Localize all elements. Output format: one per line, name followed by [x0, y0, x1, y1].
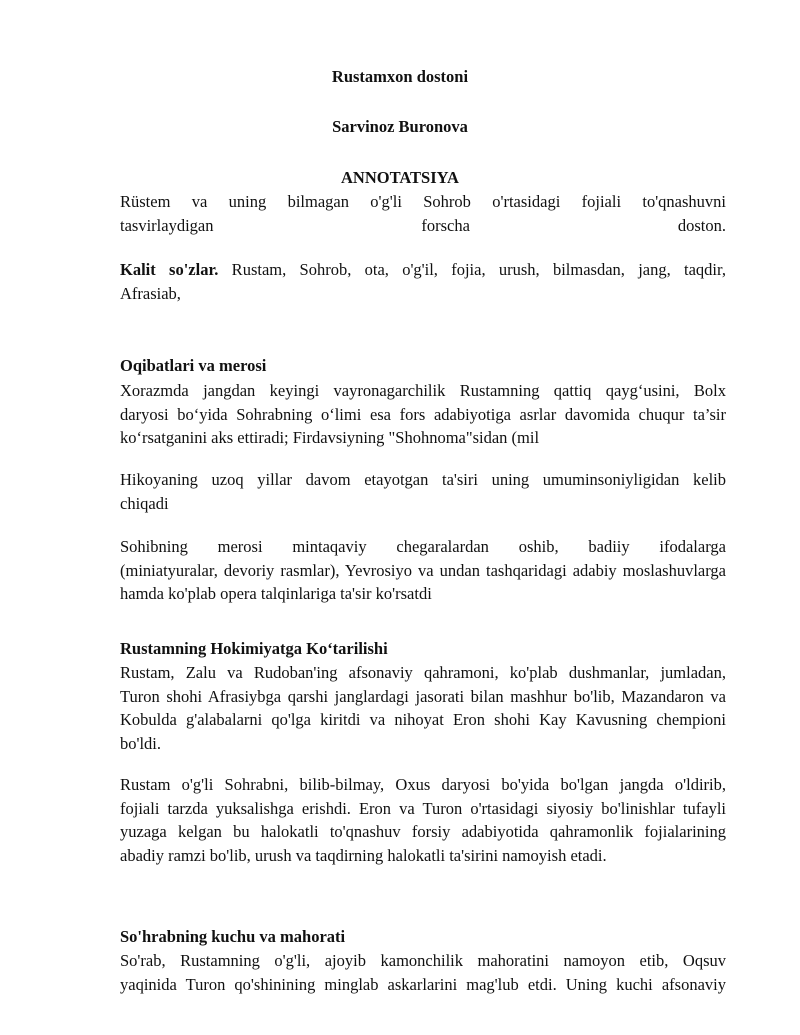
keywords-label: Kalit so'zlar. [120, 260, 219, 279]
paragraph-line: So'rab, Rustamning o'g'li, ajoyib kamonchilik mahoratini namoyon etib, Oqsuv [120, 951, 726, 970]
author-name: Sarvinoz Buronova [332, 117, 468, 136]
section-paragraph [74, 773, 726, 867]
paragraph-line: yaqinida Turon qo'shinining minglab askarlarini mag'lub etdi. Uning kuchi afsonaviy [120, 974, 726, 994]
paragraph-line: fojiali tarzda yuksalishga erishdi. Eron va Turon o'rtasidagi siyosiy bo'linishlar tufayli [120, 798, 726, 818]
paragraph-line: chiqadi [120, 493, 169, 513]
section-paragraph [74, 379, 726, 450]
section-paragraph [74, 468, 726, 515]
paragraph-line: Hikoyaning uzoq yillar davom etayotgan ta'siri uning umuminsoniyligidan kelib [120, 470, 726, 489]
paragraph-line: abadiy ramzi bo'lib, urush va taqdirning halokatli ta'sirini namoyish etadi. [120, 845, 607, 865]
keywords-paragraph [74, 258, 726, 305]
section-paragraph [74, 949, 726, 996]
paragraph-line: yuzaga kelgan bu halokatli to'qnashuv forsiy adabiyotida qahramonlik fojialarining [120, 822, 726, 841]
annotation-heading: ANNOTATSIYA [341, 168, 459, 187]
section-paragraph [74, 535, 726, 606]
section-heading: So'hrabning kuchu va mahorati [120, 927, 346, 946]
section-paragraph [74, 661, 726, 755]
paragraph-line: tasvirlaydigan forscha doston. [120, 215, 726, 235]
section-heading: Oqibatlari va merosi [120, 356, 267, 375]
annotation-paragraph [74, 190, 726, 237]
paragraph-line: Rüstem va uning bilmagan o'g'li Sohrob o'rtasidagi fojiali to'qnashuvni [120, 192, 726, 211]
paragraph-line: Rustam, Zalu va Rudoban'ing afsonaviy qahramoni, ko'plab dushmanlar, jumladan, [120, 663, 726, 682]
paragraph-line: Kobulda g'alabalarni qo'lga kiritdi va nihoyat Eron shohi Kay Kavusning chempioni [120, 710, 726, 729]
paragraph-line: hamda ko'plab opera talqinlariga ta'sir ko'rsatdi [120, 584, 432, 603]
paragraph-line: Rustam o'g'li Sohrabni, bilib-bilmay, Oxus daryosi bo'yida bo'lgan jangda o'ldirib, [120, 775, 726, 794]
paragraph-line: daryosi bo‘yida Sohrabning o‘limi esa fors adabiyotiga asrlar davomida chuqur ta’sir [120, 404, 726, 424]
paragraph-line: Turon shohi Afrasiybga qarshi janglardagi jasorati bilan mashhur bo'lib, Mazandaron va [120, 686, 726, 706]
paragraph-line: Xorazmda jangdan keyingi vayronagarchilik Rustamning qattiq qayg‘usini, Bolx [120, 381, 726, 400]
paragraph-line: (miniatyuralar, devoriy rasmlar), Yevrosiyo va undan tashqaridagi adabiy moslashuvlarga [120, 560, 726, 580]
paragraph-line [74, 258, 726, 282]
paragraph-line: Afrasiab, [120, 283, 181, 303]
section-heading: Rustamning Hokimiyatga Ko‘tarilishi [120, 639, 388, 658]
keywords-text: Rustam, Sohrob, ota, o'g'il, fojia, urush, bilmasdan, jang, taqdir, [218, 260, 726, 279]
paragraph-line: bo'ldi. [120, 733, 162, 753]
paragraph-line: Sohibning merosi mintaqaviy chegaralardan oshib, badiiy ifodalarga [120, 537, 726, 556]
document-title: Rustamxon dostoni [331, 67, 469, 86]
paragraph-line: ko‘rsatganini aks ettiradi; Firdavsiyning "Shohnoma"sidan (mil [120, 428, 540, 447]
